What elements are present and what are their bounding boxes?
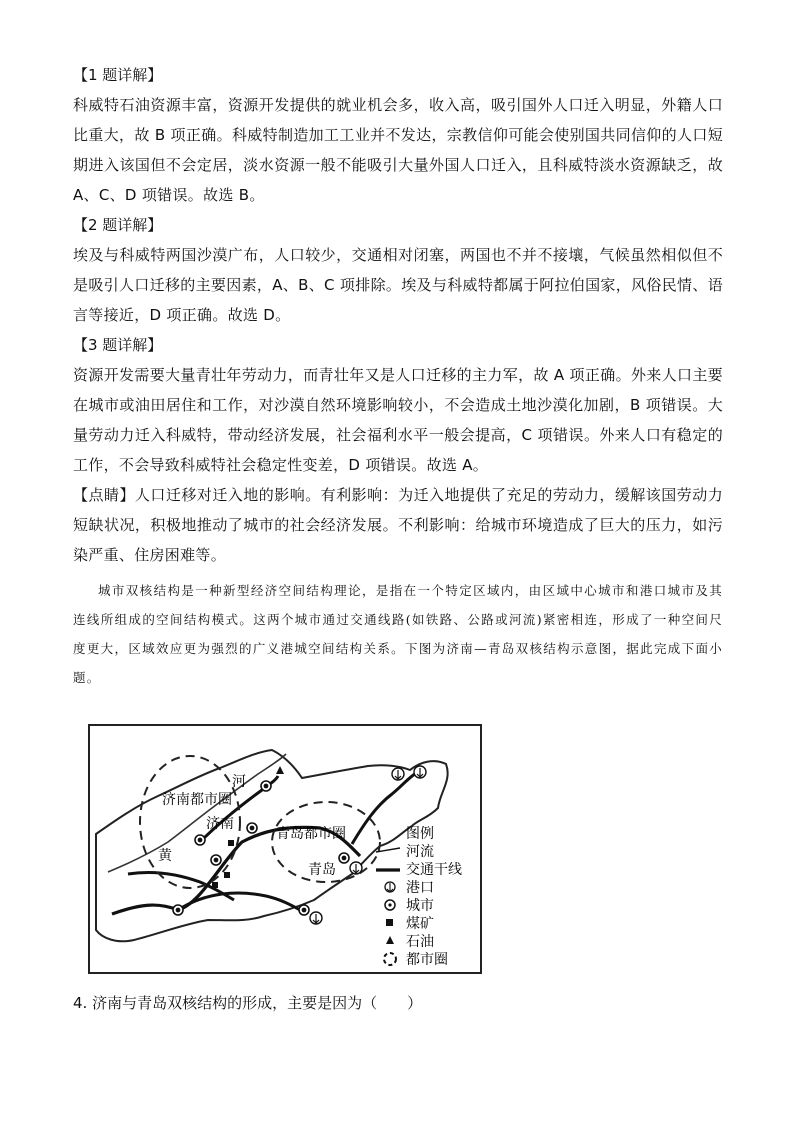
legend-port: 港口 bbox=[406, 880, 434, 896]
document-page bbox=[73, 60, 723, 692]
legend-oil: 石油 bbox=[406, 934, 434, 950]
label-jinan: 济南 bbox=[206, 816, 234, 832]
section-2-body: 埃及与科威特两国沙漠广布，人口较少，交通相对闭塞，两国也不并不接壤，气候虽然相似但不是吸引人口迁移的主要因素，A、B、C 项排除。埃及与科威特都属于阿拉伯国家，风俗民情、语言等接近，D 项正确。故选 D。 bbox=[73, 246, 723, 324]
section-1-body: 科威特石油资源丰富，资源开发提供的就业机会多，收入高，吸引国外人口迁入明显，外籍人口比重大，故 B 项正确。科威特制造加工工业并不发达，宗教信仰可能会使别国共同信仰的人口短期进入该国但不会定居，淡水资源一般不能吸引大量外国人口迁入，且科威特淡水资源缺乏，故 A、C、D 项错误。故选 B。 bbox=[73, 96, 723, 204]
question-4: 4. 济南与青岛双核结构的形成，主要是因为（ ） bbox=[73, 994, 423, 1012]
legend-coal-icon bbox=[386, 919, 393, 926]
section-3-body: 资源开发需要大量青壮年劳动力，而青壮年又是人口迁移的主力军，故 A 项正确。外来人口主要在城市或油田居住和工作，对沙漠自然环境影响较小，不会造成土地沙漠化加剧，B 项错误。大量劳动力迁入科威特，带动经济发展，社会福利水平一般会提高，C 项错误。外来人口有稳定的工作，不会导致科威特社会稳定性变差，D 项错误。故选 A。 bbox=[73, 366, 723, 474]
section-1-heading: 【1 题详解】 bbox=[73, 66, 163, 84]
legend-transport: 交通干线 bbox=[406, 862, 462, 878]
map-figure bbox=[88, 724, 482, 974]
label-river-he: 河 bbox=[232, 774, 246, 790]
legend-coal: 煤矿 bbox=[406, 916, 434, 932]
label-qingdao-circle: 青岛都市圈 bbox=[276, 826, 346, 842]
tip-label: 【点睛】 bbox=[73, 486, 135, 504]
legend-city: 城市 bbox=[406, 898, 434, 914]
label-jinan-circle: 济南都市圈 bbox=[162, 792, 232, 808]
legend-metro: 都市圈 bbox=[406, 952, 448, 968]
tip-body: 人口迁移对迁入地的影响。有利影响：为迁入地提供了充足的劳动力，缓解该国劳动力短缺状况，积极地推动了城市的社会经济发展。不利影响：给城市环境造成了巨大的压力，如污染严重、住房困难等。 bbox=[73, 486, 723, 564]
jinan-qingdao-map bbox=[88, 724, 482, 974]
label-qingdao: 青岛 bbox=[308, 862, 336, 878]
section-2-heading: 【2 题详解】 bbox=[73, 216, 163, 234]
label-river-huang: 黄 bbox=[158, 848, 172, 864]
tip-paragraph bbox=[73, 480, 723, 570]
legend-river: 河流 bbox=[406, 844, 434, 860]
section-3-heading: 【3 题详解】 bbox=[73, 336, 163, 354]
lead-paragraph: 城市双核结构是一种新型经济空间结构理论，是指在一个特定区域内，由区域中心城市和港口城市及其连线所组成的空间结构模式。这两个城市通过交通线路(如铁路、公路或河流)紧密相连，形成了一种空间尺度更大，区域效应更为强烈的广义港城空间结构关系。下图为济南—青岛双核结构示意图，据此完成下面小题。 bbox=[73, 583, 723, 685]
legend-title: 图例 bbox=[406, 826, 434, 842]
